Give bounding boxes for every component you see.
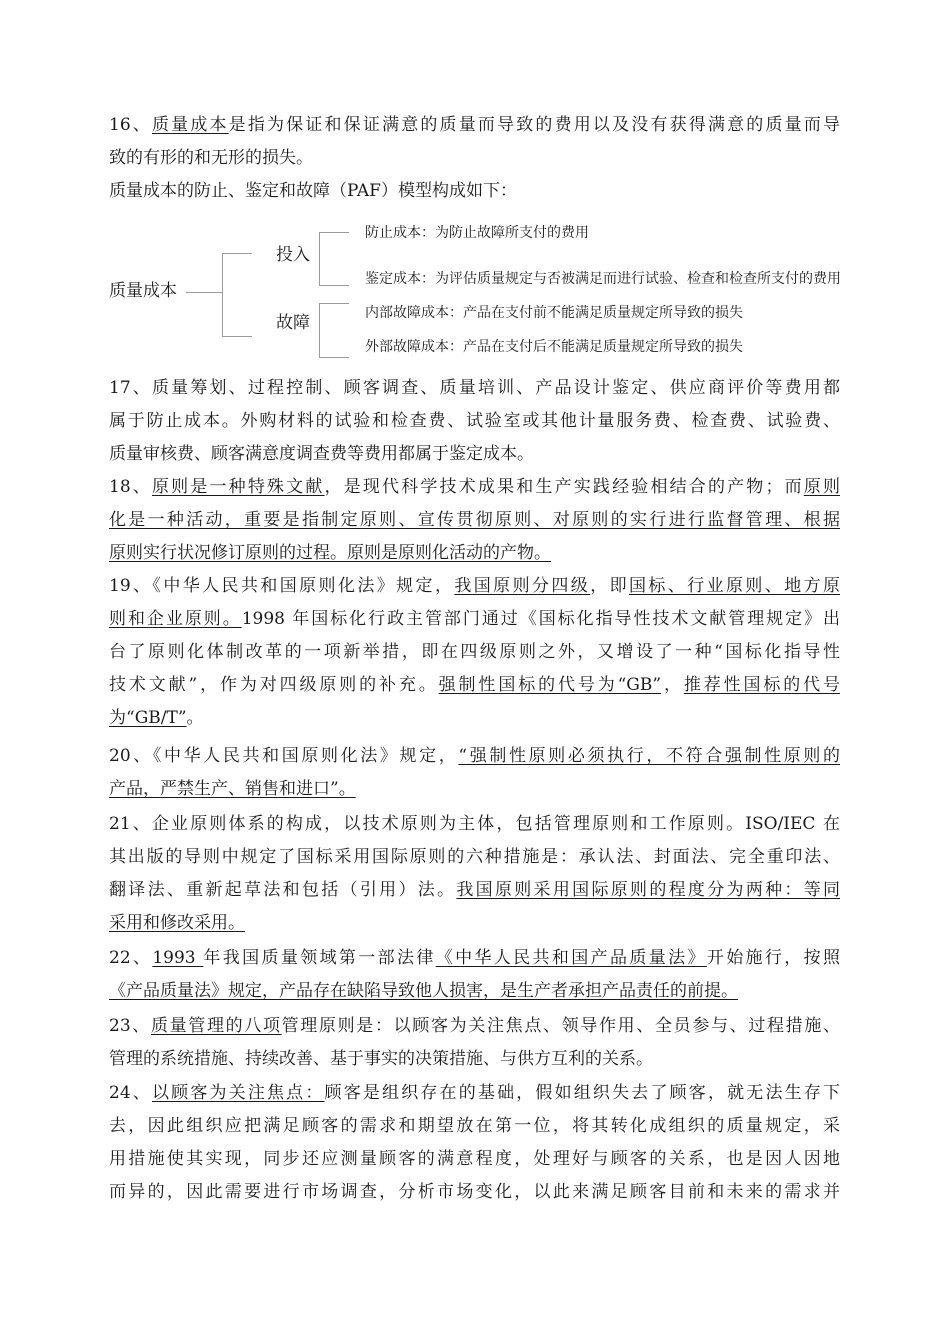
underlined-term: 质量管理的八项 bbox=[150, 1016, 282, 1036]
text-segment: 17、质量筹划、过程控制、顾客调查、质量培训、产品设计鉴定、供应商评价等费用都 bbox=[109, 378, 840, 398]
diagram-bracket bbox=[319, 232, 320, 286]
underlined-term: 则和企业原则。 bbox=[109, 609, 242, 629]
underlined-term: 《产品质量法》规定，产品存在缺陷导致他人损害，是生产者承担产品责任的前提。 bbox=[109, 981, 738, 1001]
text-segment: 21、企业原则体系的构成，以技术原则为主体，包括管理原则和工作原则。ISO/IEC 在 bbox=[109, 814, 840, 834]
diagram-connector bbox=[222, 253, 252, 254]
underlined-term: 强制性国标的代号为“GB” bbox=[438, 675, 662, 695]
text-segment: ， bbox=[661, 675, 684, 695]
diagram-connector bbox=[319, 232, 349, 233]
underlined-term: 我国原则分四级 bbox=[454, 576, 591, 596]
para-24-line-3 bbox=[109, 1149, 840, 1169]
underlined-term: 产品，严禁生产、销售和进口”。 bbox=[109, 779, 356, 799]
diagram-item: 鉴定成本：为评估质量规定与否被满足而进行试验、检查和检查所支付的费用 bbox=[365, 271, 841, 287]
para-21-line-2 bbox=[109, 847, 840, 867]
text-segment: 致的有形的和无形的损失。 bbox=[109, 148, 313, 168]
text-segment: 台了原则化体制改革的一项新举措，即在四级原则之外，又增设了一种“国标化指导性 bbox=[109, 642, 840, 662]
para-16-line-1 bbox=[109, 115, 840, 135]
diagram-connector bbox=[319, 285, 349, 286]
paf-model-intro bbox=[109, 181, 517, 201]
para-17-line-1 bbox=[109, 378, 840, 398]
para-19-line-1 bbox=[109, 576, 840, 596]
text-segment: 顾客是组织存在的基础，假如组织失去了顾客，就无法生存下 bbox=[324, 1083, 840, 1103]
para-18-line-1 bbox=[109, 477, 840, 497]
text-segment: 质量成本的防止、鉴定和故障（PAF）模型构成如下： bbox=[109, 181, 517, 201]
diagram-item: 外部故障成本：产品在支付后不能满足质量规定所导致的损失 bbox=[365, 339, 743, 355]
diagram-root-label: 质量成本 bbox=[109, 281, 177, 301]
text-segment: 其出版的导则中规定了国标采用国际原则的六种措施是：承认法、封面法、完全重印法、 bbox=[109, 847, 840, 867]
para-16-line-2 bbox=[109, 148, 313, 168]
underlined-term: 我国原则采用国际原则的程度分为两种：等同 bbox=[456, 880, 841, 900]
text-segment: 管理的系统措施、持续改善、基于事实的决策措施、与供方互利的关系。 bbox=[109, 1049, 653, 1069]
para-18-line-3 bbox=[109, 543, 551, 563]
diagram-group-label: 故障 bbox=[276, 313, 310, 333]
text-segment: 16、 bbox=[109, 115, 152, 135]
para-19-line-4 bbox=[109, 675, 840, 695]
para-19-line-2 bbox=[109, 609, 840, 629]
para-21-line-3 bbox=[109, 880, 840, 900]
diagram-connector bbox=[222, 336, 252, 337]
underlined-term: 《中华人民共和国产品质量法》 bbox=[435, 948, 707, 968]
diagram-connector bbox=[319, 357, 349, 358]
para-24-line-2 bbox=[109, 1116, 840, 1136]
para-18-line-2 bbox=[109, 510, 840, 530]
para-20-line-2 bbox=[109, 779, 356, 799]
diagram-connector bbox=[186, 292, 222, 293]
text-segment: 属于防止成本。外购材料的试验和检查费、试验室或其他计量服务费、检查费、试验费、 bbox=[109, 411, 840, 431]
para-23-line-1 bbox=[109, 1016, 840, 1036]
underlined-term: “强制性原则必须执行，不符合强制性原则的 bbox=[458, 746, 840, 766]
text-segment: 20、《中华人民共和国原则化法》规定， bbox=[109, 746, 459, 766]
para-22-line-1 bbox=[109, 948, 840, 968]
para-24-line-1 bbox=[109, 1083, 840, 1103]
diagram-item: 内部故障成本：产品在支付前不能满足质量规定所导致的损失 bbox=[365, 305, 743, 321]
diagram-bracket bbox=[319, 303, 320, 358]
text-segment: 翻译法、重新起草法和包括（引用）法。 bbox=[109, 880, 457, 900]
para-24-line-4 bbox=[109, 1182, 840, 1202]
text-segment: 开始施行，按照 bbox=[706, 948, 841, 968]
underlined-term: 为“GB/T” bbox=[109, 708, 187, 728]
underlined-term: 以顾客为关注焦点： bbox=[151, 1083, 325, 1103]
text-segment: ，即 bbox=[590, 576, 629, 596]
text-segment: 24、 bbox=[109, 1083, 152, 1103]
diagram-bracket bbox=[222, 253, 223, 337]
text-segment: 。 bbox=[186, 708, 204, 728]
underlined-term: 国标、行业原则、地方原 bbox=[629, 576, 841, 596]
para-17-line-3 bbox=[109, 444, 534, 464]
text-segment: 去，因此组织应把满足顾客的需求和期望放在第一位，将其转化成组织的质量规定，采 bbox=[109, 1116, 840, 1136]
underlined-term: 化是一种活动，重要是指制定原则、宣传贯彻原则、对原则的实行进行监督管理、根据 bbox=[109, 510, 840, 530]
diagram-item: 防止成本：为防止故障所支付的费用 bbox=[365, 225, 589, 241]
para-21-line-4 bbox=[109, 913, 245, 933]
text-segment: 18、 bbox=[109, 477, 152, 497]
underlined-term: 1993 bbox=[152, 948, 204, 968]
para-17-line-2 bbox=[109, 411, 840, 431]
diagram-connector bbox=[319, 303, 349, 304]
text-segment: ，是现代科学技术成果和生产实践经验相结合的产物；而 bbox=[324, 477, 804, 497]
underlined-term: 推荐性国标的代号 bbox=[683, 675, 840, 695]
underlined-term: 采用和修改采用。 bbox=[109, 913, 245, 933]
underlined-term: 原则是一种特殊文献 bbox=[151, 477, 325, 497]
para-23-line-2 bbox=[109, 1049, 653, 1069]
diagram-item-clip bbox=[365, 270, 940, 290]
underlined-term: 原则实行状况修订原则的过程。原则是原则化活动的产物。 bbox=[109, 543, 551, 563]
underlined-term: 质量成本 bbox=[151, 115, 229, 135]
text-segment: 质量审核费、顾客满意度调查费等费用都属于鉴定成本。 bbox=[109, 444, 534, 464]
para-22-line-2 bbox=[109, 981, 738, 1001]
underlined-term: 原则 bbox=[803, 477, 840, 497]
text-segment: 管理原则是：以顾客为关注焦点、领导作用、全员参与、过程措施、 bbox=[281, 1016, 840, 1036]
text-segment: 年我国质量领域第一部法律 bbox=[203, 948, 436, 968]
text-segment: 23、 bbox=[109, 1016, 151, 1036]
text-segment: 技术文献”，作为对四级原则的补充。 bbox=[109, 675, 439, 695]
text-segment: 而异的，因此需要进行市场调查，分析市场变化，以此来满足顾客目前和未来的需求并 bbox=[109, 1182, 840, 1202]
text-segment: 1998 年国标化行政主管部门通过《国标化指导性技术文献管理规定》出 bbox=[241, 609, 841, 629]
text-segment: 是指为保证和保证满意的质量而导致的费用以及没有获得满意的质量而导 bbox=[228, 115, 840, 135]
text-segment: 19、《中华人民共和国原则化法》规定， bbox=[109, 576, 455, 596]
para-19-line-3 bbox=[109, 642, 840, 662]
para-19-line-5 bbox=[109, 708, 204, 728]
text-segment: 22、 bbox=[109, 948, 153, 968]
para-21-line-1 bbox=[109, 814, 840, 834]
para-20-line-1 bbox=[109, 746, 840, 766]
diagram-group-label: 投入 bbox=[276, 245, 310, 265]
text-segment: 用措施使其实现，同步还应测量顾客的满意程度，处理好与顾客的关系，也是因人因地 bbox=[109, 1149, 840, 1169]
